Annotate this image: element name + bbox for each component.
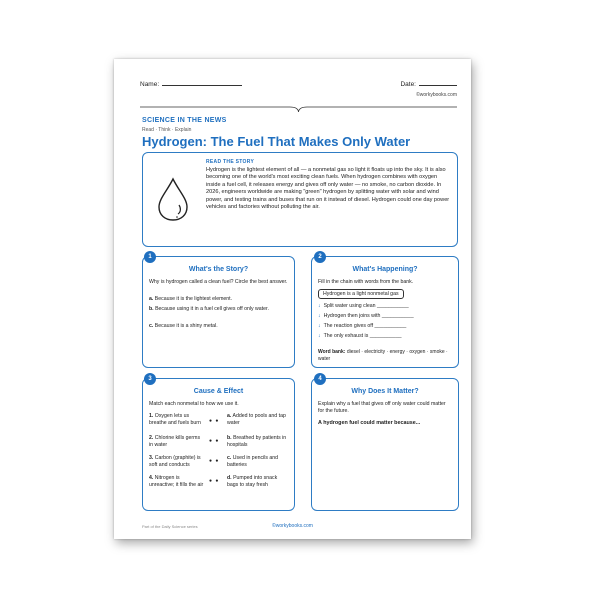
question-3-heading: Cause & Effect [193,388,244,395]
worksheet [114,59,471,539]
question-2-heading: What's Happening? [352,266,418,273]
question-2-prompt: Fill in the chain with words from the bank. [318,279,414,285]
match-dots-3[interactable]: ● ● [209,458,220,464]
chain-step-2[interactable]: ↓ Hydrogen then joins with ___________ [318,313,414,319]
match-left-1: 1. Oxygen lets us breathe and fuels burn [149,413,201,426]
chain-start: Hydrogen is a light nonmetal gas [318,289,404,299]
story-text: Hydrogen is the lightest element of all — a nonmetal gas so light it floats up into the sky. It is also becoming one of the world's most exciting clean fuels. When hydrogen combines with oxygen inside a fuel cell, it releases energy and gives off only water — no smoke, no carbon dioxide. In 2026, engineers worldwide are making "green" hydrogen by splitting water with solar and wind power, and testing trains and buses that run on it instead of diesel. Hydrogen could one day power vehicles and factories without polluting the air. [206,167,450,211]
answer-option-c[interactable]: c. Because it is a shiny metal. [149,323,218,329]
question-4-heading: Why Does It Matter? [351,388,419,395]
header [140,81,457,107]
footer-site[interactable]: ©workybooks.com [272,523,313,529]
question-3-prompt: Match each nonmetal to how we use it. [149,401,239,407]
question-4-box [311,378,459,511]
answer-option-b[interactable]: b. Because using it in a fuel cell gives off only water. [149,306,269,312]
down-arrow-icon: ↓ [318,323,321,329]
question-4-prompt: Explain why a fuel that gives off only water could matter for the future. [318,401,446,414]
story-box [142,152,458,247]
down-arrow-icon: ↓ [318,333,321,339]
question-3-box [142,378,295,511]
match-left-2: 2. Chlorine kills germs in water [149,435,201,448]
header-site: ©workybooks.com [416,92,457,98]
answer-option-a[interactable]: a. Because it is the lightest element. [149,296,233,302]
down-arrow-icon: ↓ [318,303,321,309]
kicker: SCIENCE IN THE NEWS [142,117,227,124]
chain-step-3[interactable]: ↓ The reaction gives off ___________ [318,323,407,329]
question-1-heading: What's the Story? [188,266,249,273]
chain-step-1[interactable]: ↓ Split water using clean ___________ [318,303,409,309]
word-bank: Word bank: diesel · electricity · energy · oxygen · smoke · water [318,349,448,362]
header-divider [140,105,457,113]
page-title: Hydrogen: The Fuel That Makes Only Water [142,134,411,149]
match-left-3: 3. Carbon (graphite) is soft and conducts [149,455,201,468]
question-1-box [142,256,295,368]
subkicker: Read · Think · Explain [142,127,192,133]
question-3-badge: 3 [144,373,156,385]
match-right-a: a. Added to pools and tap water [227,413,286,426]
match-dots-2[interactable]: ● ● [209,438,220,444]
sentence-starter[interactable]: A hydrogen fuel could matter because... [318,420,421,426]
match-right-b: b. Breathed by patients in hospitals [227,435,287,448]
match-right-d: d. Pumped into snack bags to stay fresh [227,475,278,488]
down-arrow-icon: ↓ [318,313,321,319]
match-dots-4[interactable]: ● ● [209,478,220,484]
footer-series: Part of the Daily Science series [142,524,198,529]
question-1-prompt: Why is hydrogen called a clean fuel? Circle the best answer. [149,279,288,285]
water-drop-icon [153,175,193,223]
date-field[interactable]: Date: [400,81,457,88]
question-4-badge: 4 [314,373,326,385]
chain-step-4[interactable]: ↓ The only exhaust is ___________ [318,333,402,339]
match-left-4: 4. Nitrogen is unreactive; it fills the air [149,475,204,488]
story-label: READ THE STORY [206,159,255,165]
question-2-badge: 2 [314,251,326,263]
match-dots-1[interactable]: ● ● [209,418,220,424]
match-right-c: c. Used in pencils and batteries [227,455,279,468]
question-2-box [311,256,459,368]
name-field[interactable]: Name: [140,81,242,88]
question-1-badge: 1 [144,251,156,263]
